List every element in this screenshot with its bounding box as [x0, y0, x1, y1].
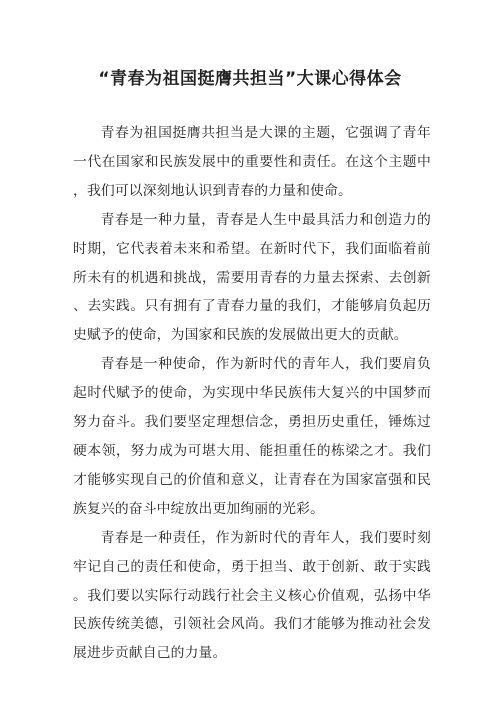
paragraph-1: 青春为祖国挺膺共担当是大课的主题，它强调了青年一代在国家和民族发展中的重要性和责任。在这个主题中，我们可以深刻地认识到青春的力量和使命。	[73, 125, 431, 199]
paragraph-2: 青春是一种力量，青春是人生中最具活力和创造力的时期，它代表着未来和希望。在新时代下，我们面临着前所未有的机遇和挑战，需要用青春的力量去探索、去创新、去实践。只有拥有了青春力量的我们，才能够肩负起历史赋予的使命，为国家和民族的发展做出更大的贡献。	[73, 211, 431, 344]
paragraph-4: 青春是一种责任，作为新时代的青年人，我们要时刻牢记自己的责任和使命，勇于担当、敢于创新、敢于实践。我们要以实际行动践行社会主义核心价值观，弘扬中华民族传统美德，引领社会风尚。我们才能够为推动社会发展进步贡献自己的力量。	[73, 529, 431, 662]
document-body	[73, 119, 431, 668]
paragraph-3: 青春是一种使命，作为新时代的青年人，我们要肩负起时代赋予的使命，为实现中华民族伟大复兴的中国梦而努力奋斗。我们要坚定理想信念，勇担历史重任，锤炼过硬本领，努力成为可堪大用、能担重任的栋梁之才。我们才能够实现自己的价值和意义，让青春在为国家富强和民族复兴的奋斗中绽放出更加绚丽的光彩。	[73, 356, 431, 517]
document-title: “青春为祖国挺膺共担当”大课心得体会	[98, 69, 402, 89]
